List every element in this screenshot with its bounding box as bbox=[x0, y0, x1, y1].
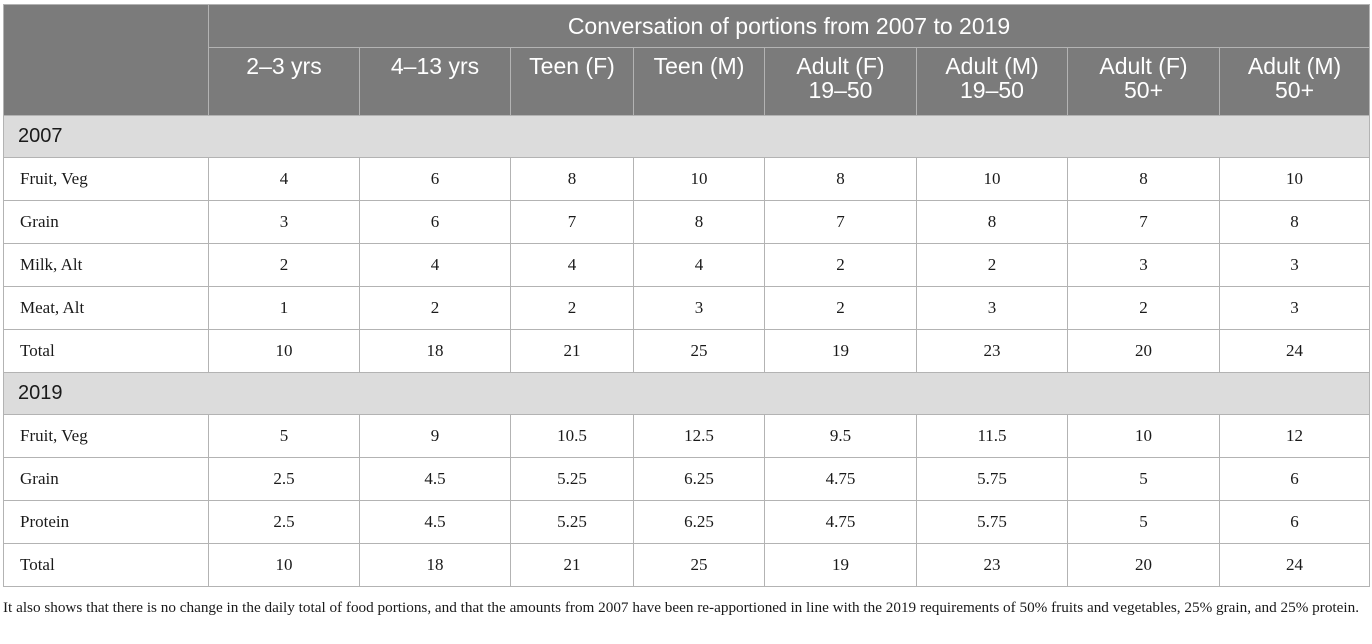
table-footnote: It also shows that there is no change in the daily total of food portions, and that the amounts from 2007 have been re-apportioned in line with the 2019 requirements of 50% fruits and vegetables, 25% grain, and 25% protein. bbox=[3, 599, 1359, 616]
row-label: Meat, Alt bbox=[4, 287, 209, 330]
table-cell: 24 bbox=[1220, 544, 1370, 587]
table-cell: 2.5 bbox=[209, 458, 360, 501]
table-cell: 20 bbox=[1068, 330, 1220, 373]
table-row bbox=[4, 501, 1370, 544]
table-cell: 23 bbox=[917, 330, 1068, 373]
column-header: Adult (M) 19–50 bbox=[917, 48, 1068, 116]
section-header-row bbox=[4, 116, 1370, 158]
table-row bbox=[4, 244, 1370, 287]
table-cell: 25 bbox=[634, 330, 765, 373]
table-cell: 5.75 bbox=[917, 458, 1068, 501]
table-cell: 2 bbox=[917, 244, 1068, 287]
column-header: Adult (M) 50+ bbox=[1220, 48, 1370, 116]
row-label: Fruit, Veg bbox=[4, 158, 209, 201]
section-header-row bbox=[4, 373, 1370, 415]
table-cell: 20 bbox=[1068, 544, 1220, 587]
table-header bbox=[4, 5, 1370, 116]
table-cell: 10 bbox=[634, 158, 765, 201]
table-cell: 2 bbox=[360, 287, 511, 330]
table-cell: 5.25 bbox=[511, 501, 634, 544]
table-cell: 4.75 bbox=[765, 501, 917, 544]
table-cell: 5 bbox=[1068, 501, 1220, 544]
table-cell: 2.5 bbox=[209, 501, 360, 544]
table-cell: 3 bbox=[1220, 244, 1370, 287]
row-label: Total bbox=[4, 544, 209, 587]
column-header-row bbox=[4, 48, 1370, 116]
table-cell: 6.25 bbox=[634, 458, 765, 501]
column-header: Adult (F) 50+ bbox=[1068, 48, 1220, 116]
table-cell: 6.25 bbox=[634, 501, 765, 544]
table-cell: 10 bbox=[209, 544, 360, 587]
table-cell: 1 bbox=[209, 287, 360, 330]
table-cell: 6 bbox=[1220, 501, 1370, 544]
table-cell: 6 bbox=[360, 201, 511, 244]
table-cell: 3 bbox=[634, 287, 765, 330]
table-cell: 5.25 bbox=[511, 458, 634, 501]
column-header: Adult (F) 19–50 bbox=[765, 48, 917, 116]
title-row bbox=[4, 5, 1370, 48]
table-cell: 6 bbox=[1220, 458, 1370, 501]
table-cell: 4 bbox=[511, 244, 634, 287]
table-cell: 12.5 bbox=[634, 415, 765, 458]
table-row bbox=[4, 287, 1370, 330]
section-year-label: 2007 bbox=[4, 116, 1370, 158]
table-row bbox=[4, 158, 1370, 201]
table-row bbox=[4, 415, 1370, 458]
table-cell: 2 bbox=[511, 287, 634, 330]
table-cell: 19 bbox=[765, 330, 917, 373]
table-cell: 4.5 bbox=[360, 458, 511, 501]
column-header: 2–3 yrs bbox=[209, 48, 360, 116]
row-label: Milk, Alt bbox=[4, 244, 209, 287]
table-cell: 7 bbox=[511, 201, 634, 244]
table-row bbox=[4, 544, 1370, 587]
table-cell: 4 bbox=[634, 244, 765, 287]
table-cell: 3 bbox=[209, 201, 360, 244]
table-cell: 19 bbox=[765, 544, 917, 587]
table-cell: 7 bbox=[765, 201, 917, 244]
table-cell: 8 bbox=[917, 201, 1068, 244]
row-label: Protein bbox=[4, 501, 209, 544]
table-cell: 3 bbox=[917, 287, 1068, 330]
row-label: Total bbox=[4, 330, 209, 373]
table-cell: 4.5 bbox=[360, 501, 511, 544]
table-cell: 21 bbox=[511, 544, 634, 587]
table-cell: 5 bbox=[1068, 458, 1220, 501]
table-cell: 3 bbox=[1068, 244, 1220, 287]
table-row bbox=[4, 330, 1370, 373]
table-cell: 24 bbox=[1220, 330, 1370, 373]
table-cell: 23 bbox=[917, 544, 1068, 587]
header-corner-cell bbox=[4, 5, 209, 116]
table-title: Conversation of portions from 2007 to 2019 bbox=[209, 5, 1370, 48]
table-cell: 10 bbox=[1068, 415, 1220, 458]
column-header: Teen (F) bbox=[511, 48, 634, 116]
table-cell: 11.5 bbox=[917, 415, 1068, 458]
table-cell: 2 bbox=[1068, 287, 1220, 330]
table-cell: 6 bbox=[360, 158, 511, 201]
table-cell: 25 bbox=[634, 544, 765, 587]
table-cell: 2 bbox=[765, 244, 917, 287]
table-cell: 4 bbox=[360, 244, 511, 287]
row-label: Fruit, Veg bbox=[4, 415, 209, 458]
table-cell: 4 bbox=[209, 158, 360, 201]
table-cell: 8 bbox=[1068, 158, 1220, 201]
table-cell: 10 bbox=[917, 158, 1068, 201]
row-label: Grain bbox=[4, 458, 209, 501]
table-cell: 5 bbox=[209, 415, 360, 458]
table-cell: 21 bbox=[511, 330, 634, 373]
table-cell: 18 bbox=[360, 330, 511, 373]
table-cell: 5.75 bbox=[917, 501, 1068, 544]
table-cell: 8 bbox=[634, 201, 765, 244]
table-cell: 4.75 bbox=[765, 458, 917, 501]
table-cell: 12 bbox=[1220, 415, 1370, 458]
table-cell: 2 bbox=[209, 244, 360, 287]
table-body bbox=[4, 116, 1370, 587]
table-cell: 8 bbox=[765, 158, 917, 201]
column-header: Teen (M) bbox=[634, 48, 765, 116]
column-header: 4–13 yrs bbox=[360, 48, 511, 116]
portions-table bbox=[3, 4, 1370, 587]
row-label: Grain bbox=[4, 201, 209, 244]
table-cell: 10 bbox=[209, 330, 360, 373]
table-row bbox=[4, 458, 1370, 501]
table-cell: 8 bbox=[511, 158, 634, 201]
table-cell: 9 bbox=[360, 415, 511, 458]
table-cell: 18 bbox=[360, 544, 511, 587]
table-cell: 7 bbox=[1068, 201, 1220, 244]
section-year-label: 2019 bbox=[4, 373, 1370, 415]
table-cell: 9.5 bbox=[765, 415, 917, 458]
table-cell: 10 bbox=[1220, 158, 1370, 201]
table-cell: 10.5 bbox=[511, 415, 634, 458]
table-cell: 3 bbox=[1220, 287, 1370, 330]
table-cell: 8 bbox=[1220, 201, 1370, 244]
table-row bbox=[4, 201, 1370, 244]
table-cell: 2 bbox=[765, 287, 917, 330]
